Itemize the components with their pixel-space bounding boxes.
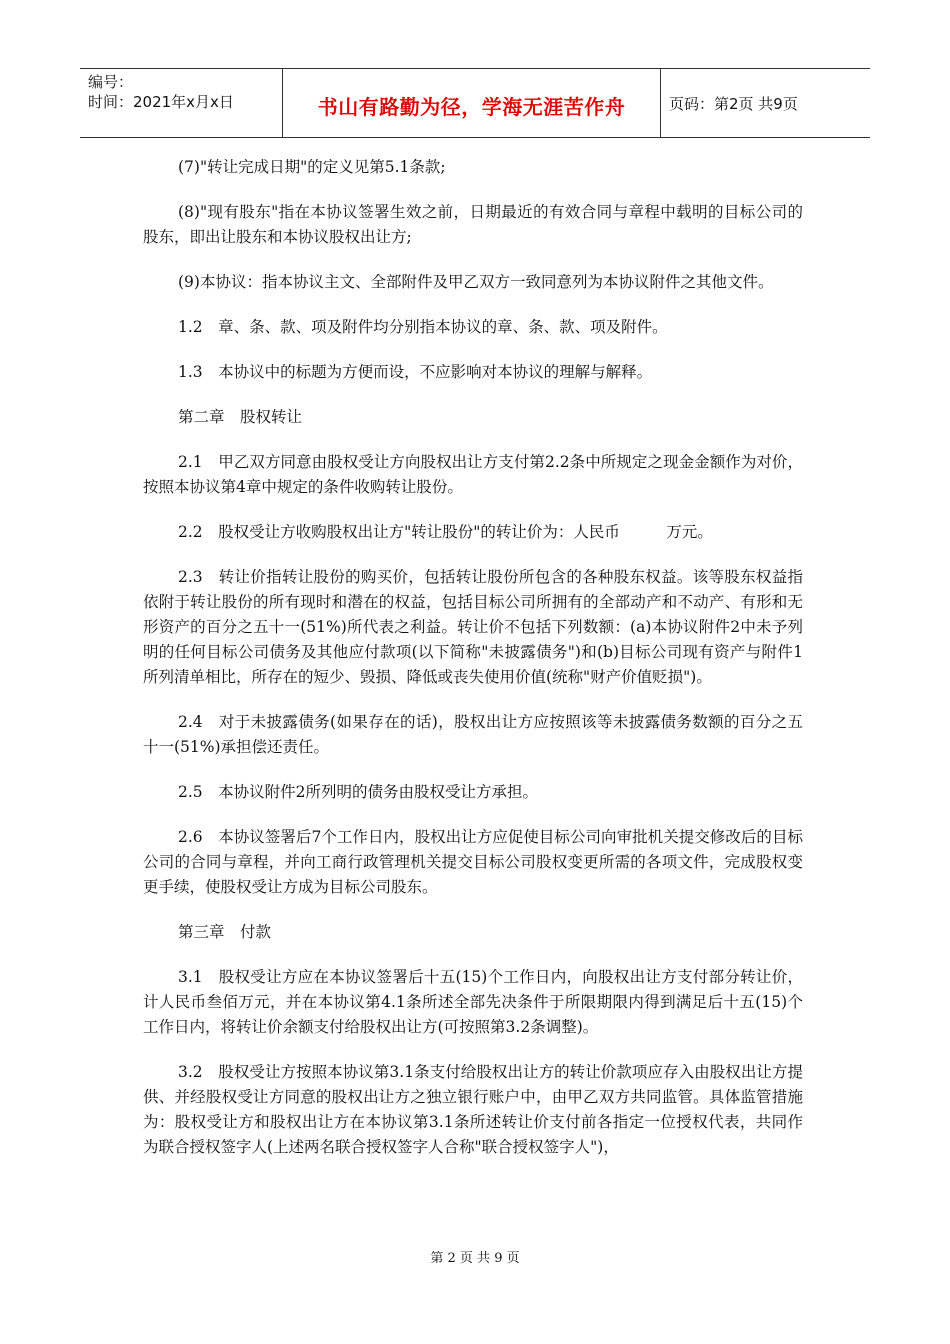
paragraph: 2.6 本协议签署后7个工作日内，股权出让方应促使目标公司向审批机关提交修改后的目标公司的合同与章程，并向工商行政管理机关提交目标公司股权变更所需的各项文件，完成股权变更手续，使股权受让方成为目标公司股东。 [143,828,803,896]
page-footer: 第 2 页 共 9 页 [430,1251,520,1266]
document-header [80,68,870,138]
paragraph: (8)"现有股东"指在本协议签署生效之前，日期最近的有效合同与章程中载明的目标公司的股东，即出让股东和本协议股权出让方; [143,203,803,246]
document-date: 时间：2021年x月x日 [88,93,234,111]
paragraph: 2.5 本协议附件2所列明的债务由股权受让方承担。 [178,783,539,801]
paragraph: (9)本协议：指本协议主文、全部附件及甲乙双方一致同意列为本协议附件之其他文件。 [178,273,774,291]
paragraph: 2.4 对于未披露债务(如果存在的话)，股权出让方应按照该等未披露债务数额的百分之五十一(51%)承担偿还责任。 [143,713,803,756]
document-number-label: 编号： [88,73,134,91]
paragraph: 3.1 股权受让方应在本协议签署后十五(15)个工作日内，向股权出让方支付部分转让价，计人民币叁佰万元，并在本协议第4.1条所述全部先决条件于所限期限内得到满足后十五(15)个工作日内，将转让价余额支付给股权出让方(可按照第3.2条调整)。 [143,968,803,1036]
paragraph: 2.3 转让价指转让股份的购买价，包括转让股份所包含的各种股东权益。该等股东权益指依附于转让股份的所有现时和潜在的权益，包括目标公司所拥有的全部动产和不动产、有形和无形资产的百分之五十一(51%)所代表之利益。转让价不包括下列数额：(a)本协议附件2中未予列明的任何目标公司债务及其他应付款项(以下简称"未披露债务")和(b)目标公司现有资产与附件1所列清单相比，所存在的短少、毁损、降低或丧失使用价值(统称"财产价值贬损")。 [143,568,803,686]
header-page-info: 页码：第2页 共9页 [669,94,798,113]
paragraph: 3.2 股权受让方按照本协议第3.1条支付给股权出让方的转让价款项应存入由股权出让方提供、并经股权受让方同意的股权出让方之独立银行账户中，由甲乙双方共同监管。具体监管措施为：股权受让方和股权出让方在本协议第3.1条所述转让价支付前各指定一位授权代表，共同作为联合授权签字人(上述两名联合授权签字人合称"联合授权签字人")， [143,1063,803,1156]
paragraph: 1.2 章、条、款、项及附件均分别指本协议的章、条、款、项及附件。 [178,318,668,336]
paragraph: 1.3 本协议中的标题为方便而设，不应影响对本协议的理解与解释。 [178,363,653,381]
chapter-heading: 第三章 付款 [178,923,272,941]
paragraph: (7)"转让完成日期"的定义见第5.1条款; [178,158,446,176]
document-body [143,155,803,1180]
header-meta [80,69,283,137]
chapter-heading: 第二章 股权转让 [178,408,303,426]
header-motto: 书山有路勤为径，学海无涯苦作舟 [283,69,661,137]
paragraph: 2.2 股权受让方收购股权出让方"转让股份"的转让价为：人民币 万元。 [178,523,713,541]
paragraph: 2.1 甲乙双方同意由股权受让方向股权出让方支付第2.2条中所规定之现金金额作为对价，按照本协议第4章中规定的条件收购转让股份。 [143,453,803,496]
